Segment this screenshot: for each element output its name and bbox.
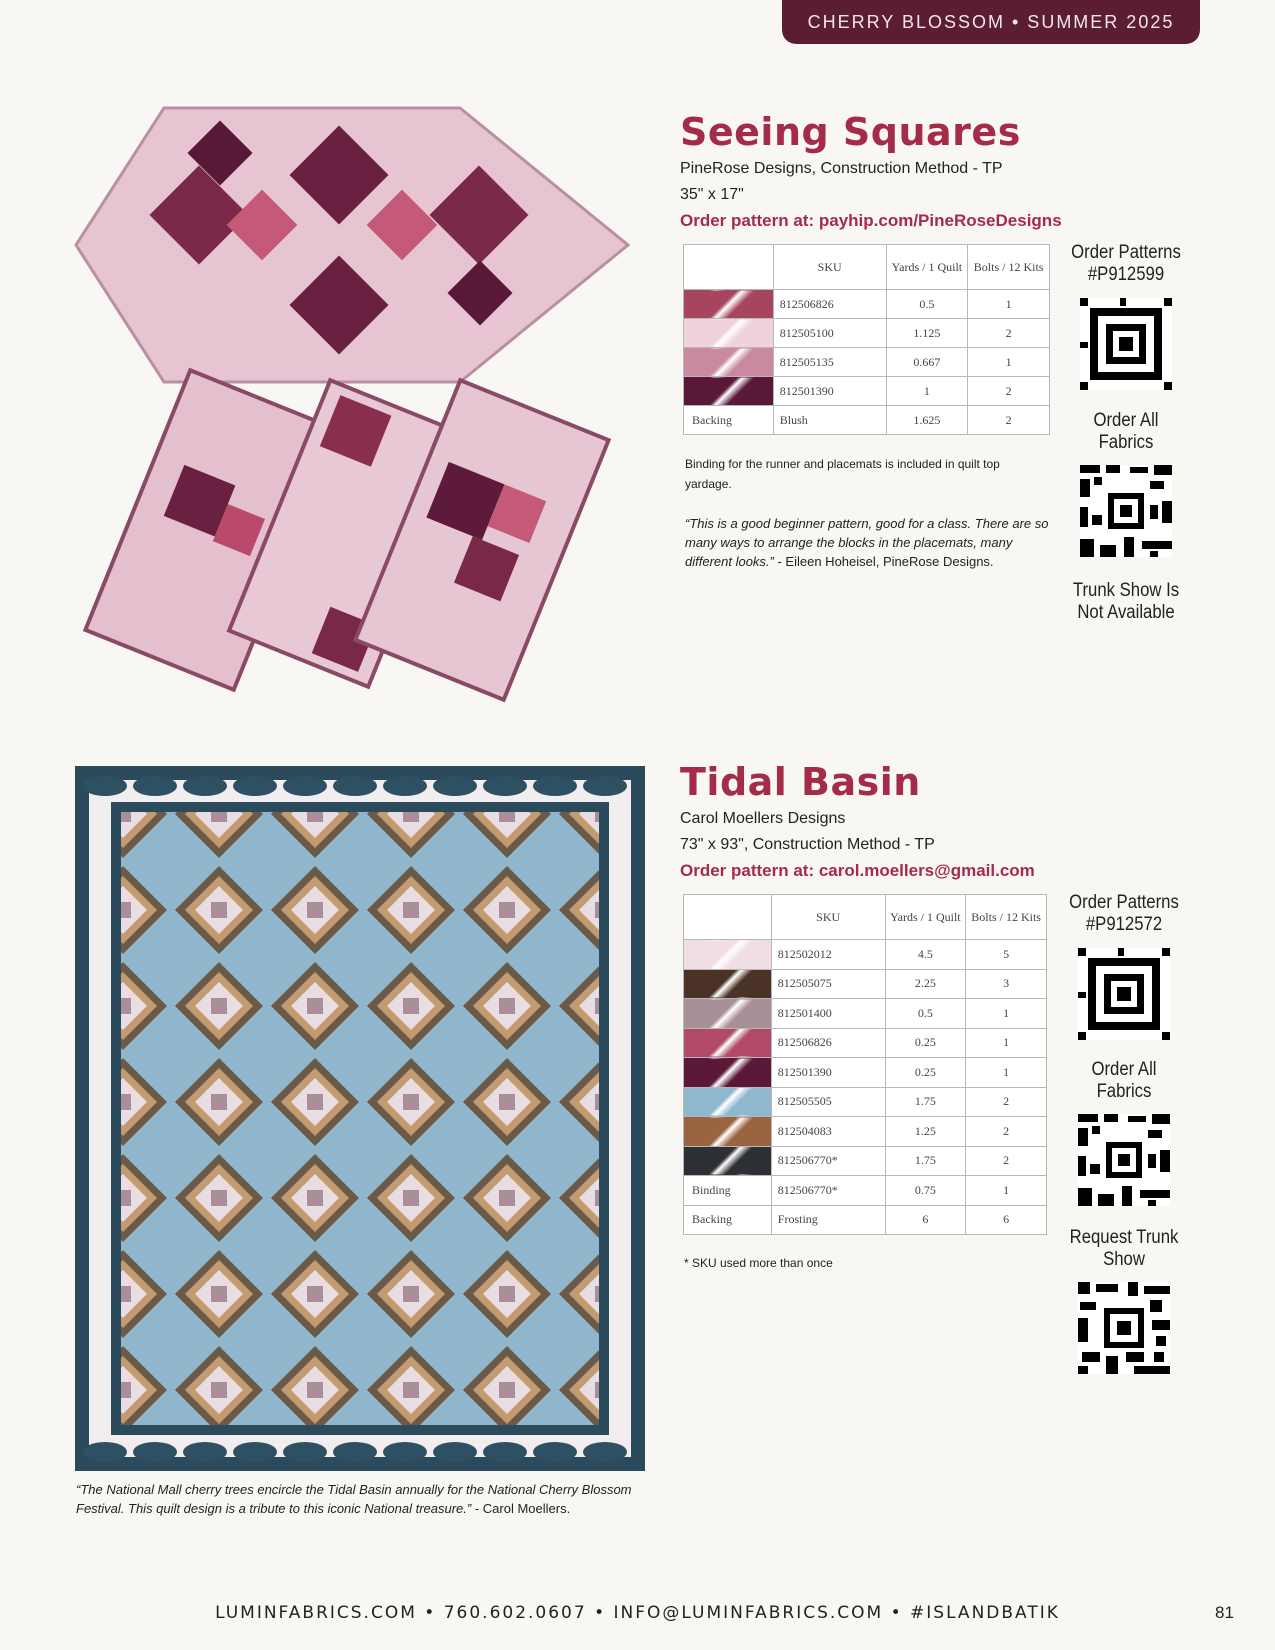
bolts-cell: 2	[966, 1087, 1047, 1117]
bolts-cell: 1	[966, 1176, 1047, 1206]
bolts-cell: 1	[966, 999, 1047, 1029]
sku-cell: 812505100	[773, 319, 886, 348]
fabric-swatch	[684, 1087, 772, 1117]
table-row	[684, 969, 1047, 999]
tidal-basin-designer: Carol Moellers Designs	[680, 810, 846, 827]
yards-cell: 0.5	[886, 290, 968, 319]
tidal-basin-fabric-table	[683, 894, 1047, 1235]
fabric-swatch	[684, 319, 774, 348]
fabric-swatch	[684, 969, 772, 999]
fabric-swatch	[684, 1117, 772, 1147]
fabric-swatch	[684, 290, 774, 319]
swatch-header	[684, 245, 774, 290]
pattern-number: #P912599	[1087, 264, 1165, 285]
bolts-cell: 1	[968, 290, 1050, 319]
sku-cell: 812505135	[773, 348, 886, 377]
bolts-cell: 1	[966, 1028, 1047, 1058]
trunk-show-status: Trunk Show Is Not Available	[1072, 580, 1180, 623]
tidal-basin-quilt-image	[75, 766, 645, 1471]
row-label: Backing	[684, 1205, 772, 1235]
table-row	[684, 348, 1050, 377]
bolts-cell: 6	[966, 1205, 1047, 1235]
tidal-basin-title: Tidal Basin	[680, 760, 921, 804]
sku-cell: 812505505	[771, 1087, 885, 1117]
table-row	[684, 999, 1047, 1029]
pattern-number: #P912572	[1085, 914, 1163, 935]
sku-cell: 812506826	[773, 290, 886, 319]
seeing-squares-title: Seeing Squares	[680, 110, 1021, 154]
seeing-squares-size: 35" x 17"	[680, 186, 744, 203]
fabric-swatch	[684, 1146, 772, 1176]
yards-cell: 1.125	[886, 319, 968, 348]
bolts-cell: 2	[966, 1146, 1047, 1176]
order-patterns-label	[1062, 892, 1185, 936]
order-fabrics-qr-icon[interactable]	[1080, 465, 1172, 557]
sku-cell: 812504083	[771, 1117, 885, 1147]
table-row	[684, 1205, 1047, 1235]
sku-cell: Blush	[773, 406, 886, 435]
request-trunk-show-qr-icon[interactable]	[1078, 1282, 1170, 1374]
bolts-cell: 2	[966, 1117, 1047, 1147]
table-row	[684, 1028, 1047, 1058]
row-label: Backing	[684, 406, 774, 435]
yards-cell: 1.25	[885, 1117, 966, 1147]
bolts-cell: 5	[966, 940, 1047, 970]
quote-attribution: - Eileen Hoheisel, PineRose Designs.	[773, 554, 994, 569]
sku-footnote: * SKU used more than once	[684, 1256, 833, 1270]
swatch-header	[684, 895, 772, 940]
order-fabrics-qr-icon[interactable]	[1078, 1114, 1170, 1206]
sku-cell: 812501390	[773, 377, 886, 406]
order-patterns-text: Order Patterns	[1069, 892, 1179, 913]
quote-attribution: - Carol Moellers.	[471, 1501, 571, 1516]
request-trunk-show-label: Request Trunk Show	[1069, 1227, 1179, 1270]
tidal-basin-order-link[interactable]: Order pattern at: carol.moellers@gmail.com	[680, 861, 1035, 880]
yards-cell: 6	[885, 1205, 966, 1235]
row-label: Binding	[684, 1176, 772, 1206]
issue-tab: CHERRY BLOSSOM • SUMMER 2025	[782, 0, 1200, 44]
yards-cell: 2.25	[885, 969, 966, 999]
yards-cell: 1.625	[886, 406, 968, 435]
fabric-swatch	[684, 1058, 772, 1088]
table-row	[684, 377, 1050, 406]
bolts-cell: 2	[968, 377, 1050, 406]
seeing-squares-quote	[685, 514, 1055, 571]
sku-cell: 812502012	[771, 940, 885, 970]
table-row	[684, 940, 1047, 970]
yards-cell: 1.75	[885, 1087, 966, 1117]
sku-cell: 812506770*	[771, 1146, 885, 1176]
seeing-squares-binding-note: Binding for the runner and placemats is included in quilt top yardage.	[685, 457, 1000, 491]
construction-method: , Construction Method - TP	[811, 160, 1003, 177]
sku-cell: 812506770*	[771, 1176, 885, 1206]
table-row	[684, 1058, 1047, 1088]
order-fabrics-label: Order All Fabrics	[1093, 410, 1159, 453]
yards-cell: 0.25	[885, 1028, 966, 1058]
bolts-header: Bolts / 12 Kits	[968, 245, 1050, 290]
tidal-basin-size-method: 73" x 93", Construction Method - TP	[680, 836, 935, 853]
table-row	[684, 1176, 1047, 1206]
sku-header: SKU	[771, 895, 885, 940]
yards-cell: 4.5	[885, 940, 966, 970]
quote-text: “This is a good beginner pattern, good for a class. There are so many ways to arrange the blocks in the placemats, many different looks.”	[685, 516, 1049, 569]
yards-header: Yards / 1 Quilt	[885, 895, 966, 940]
footer-contact: LUMINFABRICS.COM • 760.602.0607 • INFO@LUMINFABRICS.COM • #ISLANDBATIK	[215, 1603, 1060, 1623]
bolts-cell: 2	[968, 319, 1050, 348]
table-row	[684, 1117, 1047, 1147]
fabric-swatch	[684, 940, 772, 970]
table-row	[684, 319, 1050, 348]
yards-cell: 0.25	[885, 1058, 966, 1088]
bolts-cell: 1	[966, 1058, 1047, 1088]
fabric-swatch	[684, 377, 774, 406]
bolts-header: Bolts / 12 Kits	[966, 895, 1047, 940]
page-number: 81	[1215, 1603, 1234, 1622]
bolts-cell: 3	[966, 969, 1047, 999]
table-row	[684, 1146, 1047, 1176]
sku-cell: 812505075	[771, 969, 885, 999]
seeing-squares-quilt-image	[72, 100, 632, 740]
bolts-cell: 1	[968, 348, 1050, 377]
sku-cell: 812506826	[771, 1028, 885, 1058]
sku-cell: 812501400	[771, 999, 885, 1029]
seeing-squares-order-link[interactable]: Order pattern at: payhip.com/PineRoseDesigns	[680, 211, 1062, 230]
order-patterns-text: Order Patterns	[1071, 242, 1181, 263]
quote-text: “The National Mall cherry trees encircle the Tidal Basin annually for the National Cherry Blossom Festival. This quilt design is a tribute to this iconic National treasure.”	[76, 1482, 632, 1516]
table-row	[684, 406, 1050, 435]
seeing-squares-designer-line	[680, 160, 1003, 178]
fabric-swatch	[684, 348, 774, 377]
order-fabrics-label: Order All Fabrics	[1091, 1059, 1157, 1102]
fabric-swatch	[684, 1028, 772, 1058]
seeing-squares-fabric-table	[683, 244, 1050, 435]
yards-cell: 1.75	[885, 1146, 966, 1176]
sku-cell: Frosting	[771, 1205, 885, 1235]
sku-header: SKU	[773, 245, 886, 290]
yards-cell: 0.667	[886, 348, 968, 377]
fabric-swatch	[684, 999, 772, 1029]
bolts-cell: 2	[968, 406, 1050, 435]
order-patterns-qr-icon[interactable]	[1078, 948, 1170, 1040]
sku-cell: 812501390	[771, 1058, 885, 1088]
yards-header: Yards / 1 Quilt	[886, 245, 968, 290]
order-patterns-qr-icon[interactable]	[1080, 298, 1172, 390]
yards-cell: 0.75	[885, 1176, 966, 1206]
yards-cell: 0.5	[885, 999, 966, 1029]
table-row	[684, 1087, 1047, 1117]
table-row	[684, 290, 1050, 319]
yards-cell: 1	[886, 377, 968, 406]
tidal-basin-quote	[76, 1480, 676, 1518]
designer-name: PineRose Designs	[680, 160, 812, 177]
order-patterns-label	[1064, 242, 1187, 286]
